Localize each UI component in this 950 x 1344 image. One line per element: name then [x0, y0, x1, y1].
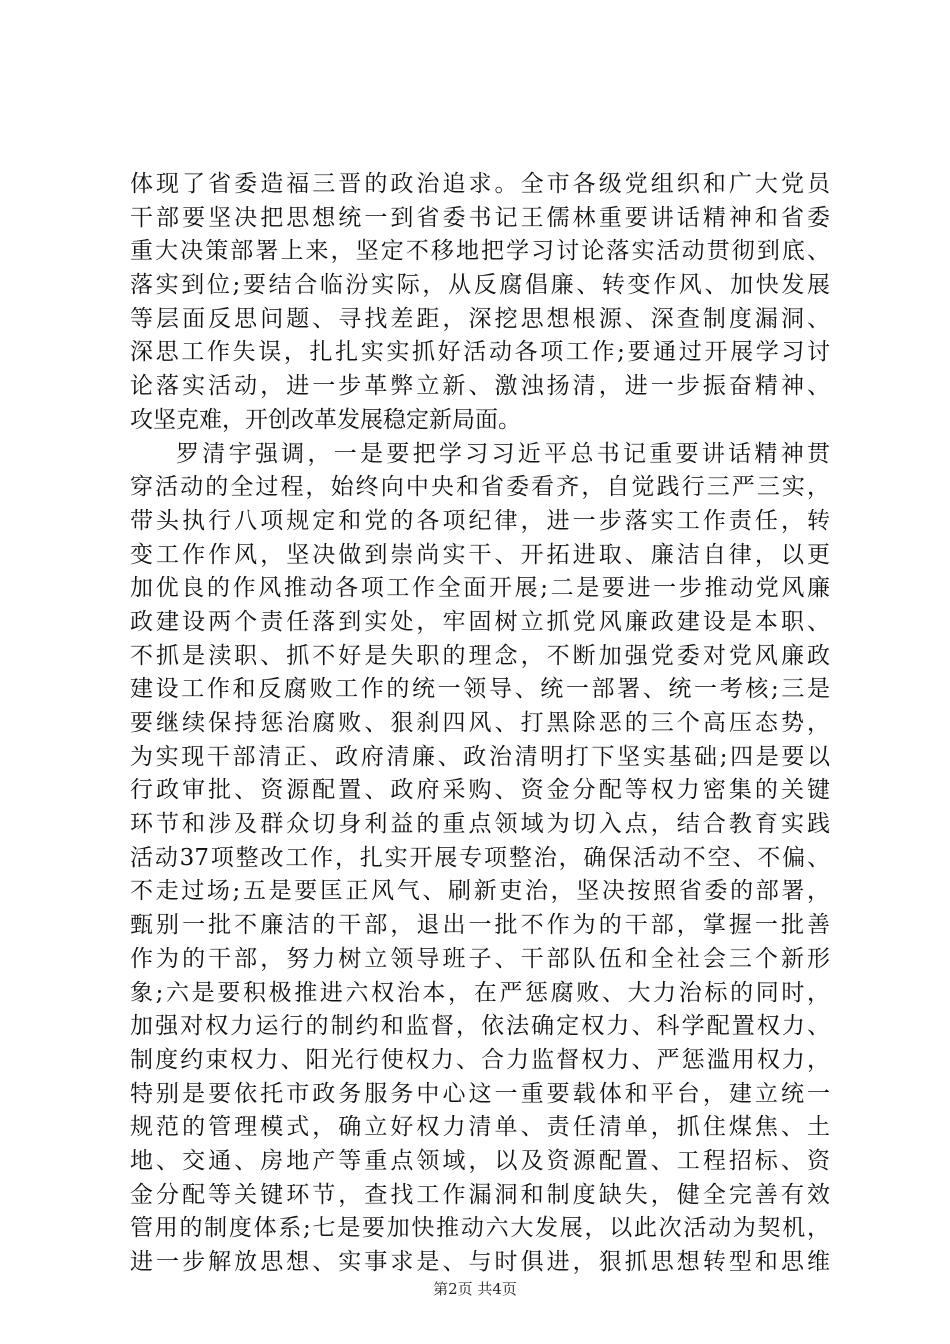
text-line: 论落实活动，进一步革弊立新、激浊扬清，进一步振奋精神、 [130, 373, 830, 400]
text-line: 不走过场;五是要匡正风气、刷新吏治，坚决按照省委的部署， [130, 878, 830, 905]
text-line: 活动37项整改工作，扎实开展专项整治，确保活动不空、不偏、 [130, 844, 830, 871]
text-line: 重大决策部署上来，坚定不移地把学习讨论落实活动贯彻到底、 [130, 238, 830, 265]
text-line: 体现了省委造福三晋的政治追求。全市各级党组织和广大党员 [130, 171, 830, 197]
text-line: 特别是要依托市政务服务中心这一重要载体和平台，建立统一 [130, 1080, 830, 1107]
text-line: 落实到位;要结合临汾实际，从反腐倡廉、转变作风、加快发展 [130, 272, 830, 299]
text-line: 金分配等关键环节，查找工作漏洞和制度缺失，健全完善有效 [130, 1181, 830, 1208]
text-line: 干部要坚决把思想统一到省委书记王儒林重要讲话精神和省委 [130, 204, 830, 231]
text-line: 进一步解放思想、实事求是、与时俱进，狠抓思想转型和思维 [130, 1249, 830, 1275]
text-line: 带头执行八项规定和党的各项纪律，进一步落实工作责任，转 [130, 507, 830, 534]
text-line: 行政审批、资源配置、政府采购、资金分配等权力密集的关键 [130, 777, 830, 804]
text-line: 管用的制度体系;七是要加快推动六大发展，以此次活动为契机， [130, 1215, 830, 1242]
text-line: 穿活动的全过程，始终向中央和省委看齐，自觉践行三严三实， [130, 474, 830, 501]
text-line: 要继续保持惩治腐败、狠刹四风、打黑除恶的三个高压态势， [130, 710, 830, 736]
text-line: 建设工作和反腐败工作的统一领导、统一部署、统一考核;三是 [130, 676, 830, 703]
text-line: 规范的管理模式，确立好权力清单、责任清单，抓住煤焦、土 [130, 1114, 830, 1141]
text-line: 变工作作风，坚决做到崇尚实干、开拓进取、廉洁自律，以更 [130, 541, 830, 568]
text-line: 等层面反思问题、寻找差距，深挖思想根源、深查制度漏洞、 [130, 305, 830, 332]
page-number-label: 第2页 共4页 [433, 1280, 517, 1298]
paragraph-2 [130, 438, 830, 1280]
text-line: 为实现干部清正、政府清廉、政治清明打下坚实基础;四是要以 [130, 743, 830, 770]
document-body [130, 168, 830, 1280]
text-line: 象;六是要积极推进六权治本，在严惩腐败、大力治标的同时， [130, 979, 830, 1006]
paragraph-1 [130, 168, 830, 438]
text-line: 攻坚克难，开创改革发展稳定新局面。 [130, 406, 521, 433]
text-line: 作为的干部，努力树立领导班子、干部队伍和全社会三个新形 [130, 945, 830, 972]
text-line: 地、交通、房地产等重点领域，以及资源配置、工程招标、资 [130, 1147, 830, 1174]
text-line: 加优良的作风推动各项工作全面开展;二是要进一步推动党风廉 [130, 575, 830, 602]
page-footer [0, 1278, 950, 1299]
text-line: 罗清宇强调，一是要把学习习近平总书记重要讲话精神贯 [176, 440, 830, 467]
text-line: 制度约束权力、阳光行使权力、合力监督权力、严惩滥用权力， [130, 1046, 830, 1073]
text-line: 深思工作失误，扎扎实实抓好活动各项工作;要通过开展学习讨 [130, 339, 830, 366]
text-line: 加强对权力运行的制约和监督，依法确定权力、科学配置权力、 [130, 1013, 830, 1040]
text-line: 政建设两个责任落到实处，牢固树立抓党风廉政建设是本职、 [130, 608, 830, 635]
text-line: 甄别一批不廉洁的干部，退出一批不作为的干部，掌握一批善 [130, 912, 830, 939]
text-line: 不抓是渎职、抓不好是失职的理念，不断加强党委对党风廉政 [130, 642, 830, 669]
text-line: 环节和涉及群众切身利益的重点领域为切入点，结合教育实践 [130, 811, 830, 838]
